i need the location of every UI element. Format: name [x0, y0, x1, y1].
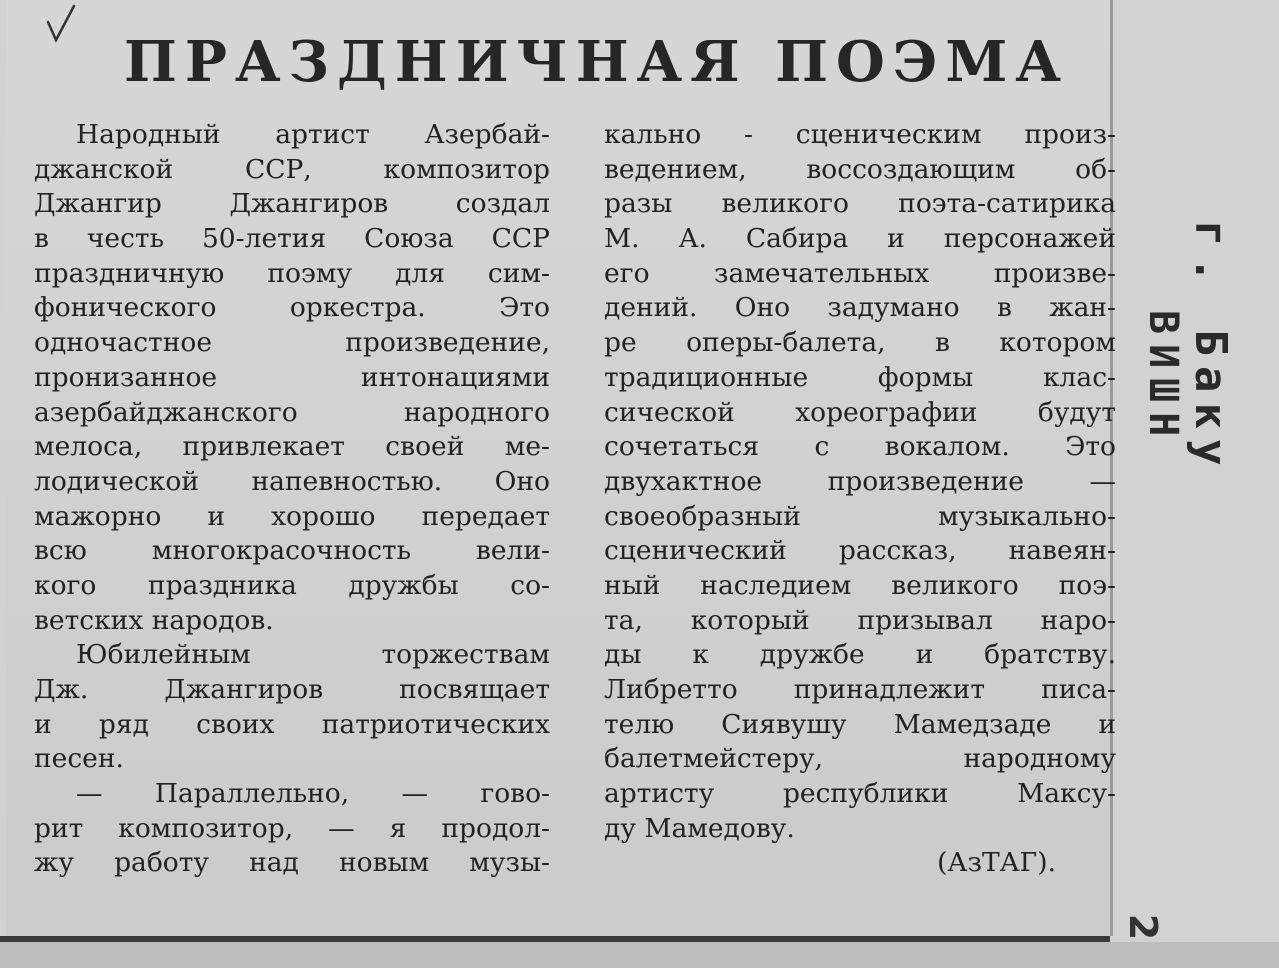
text-line: сической хореографии будут — [604, 396, 1116, 428]
stamp-text-city: г. Баку — [1185, 220, 1236, 476]
text-line: Джангир Джангиров создал — [34, 188, 550, 220]
text-line: (АзТАГ). — [937, 847, 1056, 879]
text-line: кально - сценическим произ- — [604, 119, 1116, 150]
text-line: дений. Оно задумано в жан- — [604, 292, 1116, 324]
text-line: телю Сиявушу Мамедзаде и — [604, 708, 1116, 740]
text-line: одночастное произведение, — [34, 327, 550, 359]
text-line: пронизанное интонациями — [34, 361, 550, 393]
text-line: своеобразный музыкально- — [604, 500, 1116, 532]
text-line: всю многокрасочность вели- — [34, 535, 550, 567]
text-line: ду Мамедову. — [604, 812, 795, 844]
text-line: ветских народов. — [34, 604, 274, 636]
text-line: и ряд своих патриотических — [34, 708, 550, 740]
text-line: джанской ССР, композитор — [34, 153, 550, 185]
text-line: та, который призывал наро- — [604, 604, 1116, 636]
text-line: традиционные формы клас- — [604, 361, 1116, 393]
text-line: в честь 50-летия Союза ССР — [34, 223, 550, 255]
text-line: ный наследием великого поэ- — [604, 569, 1116, 601]
text-line: рит композитор, — я продол- — [34, 812, 550, 844]
article-headline: ПРАЗДНИЧНАЯ ПОЭМА — [124, 29, 1069, 95]
text-line: разы великого поэта-сатирика — [604, 188, 1116, 220]
checkmark-icon — [44, 4, 78, 44]
text-line: кого праздника дружбы со- — [34, 569, 550, 601]
stamp-text-code: ВИШН — [1140, 310, 1186, 447]
text-line: ре оперы-балета, в котором — [604, 327, 1116, 359]
text-line: М. А. Сабира и персонажей — [604, 223, 1116, 255]
text-line: лодической напевностью. Оно — [34, 465, 550, 497]
text-line: балетмейстеру, народному — [604, 743, 1116, 775]
text-line: сценический рассказ, навеян- — [604, 535, 1116, 567]
article-column-right — [604, 118, 1116, 881]
text-line: Дж. Джангиров посвящает — [34, 674, 550, 705]
text-line: жу работу над новым музы- — [34, 847, 550, 879]
text-line: Народный артист Азербай- — [76, 119, 550, 150]
newspaper-clipping — [6, 0, 1116, 936]
text-line: песен. — [34, 743, 124, 775]
text-line: праздничную поэму для сим- — [34, 257, 550, 289]
text-line: сочетаться с вокалом. Это — [604, 431, 1116, 463]
text-line: — Параллельно, — гово- — [76, 778, 550, 810]
archive-stamp — [1126, 210, 1246, 810]
text-line: двухактное произведение — — [604, 465, 1116, 497]
text-line: фонического оркестра. Это — [34, 292, 550, 324]
stamp-number: 2 — [1121, 913, 1166, 941]
text-line: Юбилейным торжествам — [76, 639, 550, 671]
text-line: ведением, воссоздающим об- — [604, 153, 1116, 185]
text-line: ды к дружбе и братству. — [604, 639, 1116, 671]
text-line: азербайджанского народного — [34, 396, 550, 428]
text-line: Либретто принадлежит писа- — [604, 674, 1116, 705]
text-line: мелоса, привлекает своей ме- — [34, 431, 550, 463]
text-line: мажорно и хорошо передает — [34, 500, 550, 532]
article-column-left — [34, 118, 550, 881]
text-line: артисту республики Максу- — [604, 778, 1116, 810]
text-line: его замечательных произве- — [604, 257, 1116, 289]
clipping-margin — [0, 942, 1279, 968]
